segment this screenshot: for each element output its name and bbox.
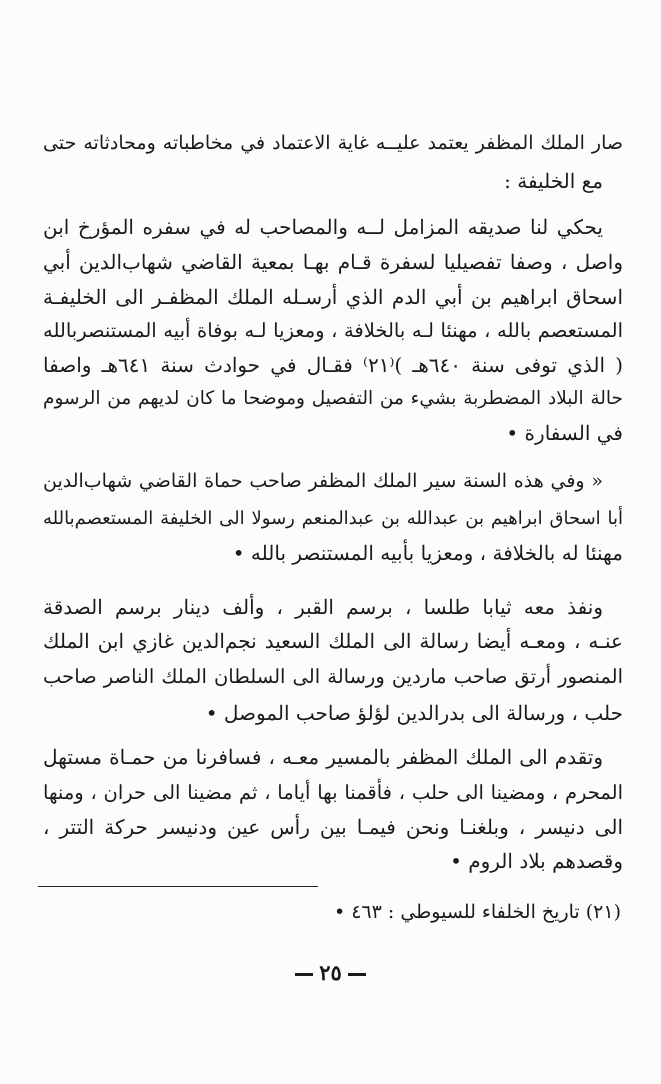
text-line: في السفارة • bbox=[506, 421, 623, 445]
text-line: حلب ، ورسالة الى بدرالدين لؤلؤ صاحب الموصل • bbox=[205, 701, 623, 725]
page-number-dash-left bbox=[295, 973, 313, 976]
text-line: عنـه ، ومعـه أيضا رسالة الى الملك السعيد نجم‌الدين غازي ابن الملك bbox=[43, 629, 623, 653]
footnote: (٢١) تاريخ الخلفاء للسيوطي : ٤٦٣ • bbox=[333, 901, 621, 923]
text-line: مع الخليفة : bbox=[504, 169, 603, 193]
text-line: المستعصم بالله ، مهنئا لـه بالخلافة ، ومعزيا لـه بوفاة أبيه المستنصربالله bbox=[43, 319, 623, 342]
page-number bbox=[0, 958, 661, 988]
text-line: الى دنيسر ، وبلغنـا ونحن فيمـا بين رأس عين ودنيسر حركة التتر ، bbox=[43, 815, 623, 839]
text-line: المحرم ، ومضينا الى حلب ، فأقمنا بها أياما ، ثم مضينا الى حران ، ومنها bbox=[43, 781, 623, 804]
text-line: صار الملك المظفر يعتمد عليــه غاية الاعتماد في مخاطباته ومحادثاته حتى bbox=[43, 132, 623, 154]
text-line: واصل ، وصفا تفصيليا لسفرة قـام بهـا بمعية القاضي شهاب‌الدين أبي bbox=[43, 250, 623, 274]
text-line: اسحاق ابراهيم بن أبي الدم الذي أرسـله الملك المظفـر الى الخليفـة bbox=[43, 285, 623, 309]
text-line: وقصدهم بلاد الروم • bbox=[450, 849, 623, 873]
text-line: وتقدم الى الملك المظفر بالمسير معـه ، فسافرنا من حمـاة مستهل bbox=[43, 745, 603, 769]
text-line: أبا اسحاق ابراهيم بن عبدالله بن عبدالمنعم رسولا الى الخليفة المستعصم‌بالله bbox=[43, 508, 623, 529]
footnote-divider bbox=[38, 886, 318, 887]
text-line: حالة البلاد المضطربة بشيء من التفصيل وموضحا ما كان لديهم من الرسوم bbox=[43, 388, 623, 409]
page-number-dash-right bbox=[348, 973, 366, 976]
text-line: ( الذي توفى سنة ٦٤٠هـ )⁽٢١⁾ فقـال في حوادث سنة ٦٤١هـ واصفا bbox=[43, 353, 623, 377]
text-line: يحكي لنا صديقه المزامل لــه والمصاحب له في سفره المؤرخ ابن bbox=[43, 215, 603, 239]
text-line: « وفي هذه السنة سير الملك المظفر صاحب حماة القاضي شهاب‌الدين bbox=[43, 470, 603, 492]
page-number-value: ٢٥ bbox=[319, 960, 342, 985]
text-line: مهنئا له بالخلافة ، ومعزيا بأبيه المستنصر بالله • bbox=[232, 541, 623, 565]
text-line: المنصور أرتق صاحب ماردين ورسالة الى السلطان الملك الناصر صاحب bbox=[43, 665, 623, 688]
text-line: ونفذ معه ثيابا طلسا ، برسم القبر ، وألف دينار برسم الصدقة bbox=[43, 595, 603, 619]
